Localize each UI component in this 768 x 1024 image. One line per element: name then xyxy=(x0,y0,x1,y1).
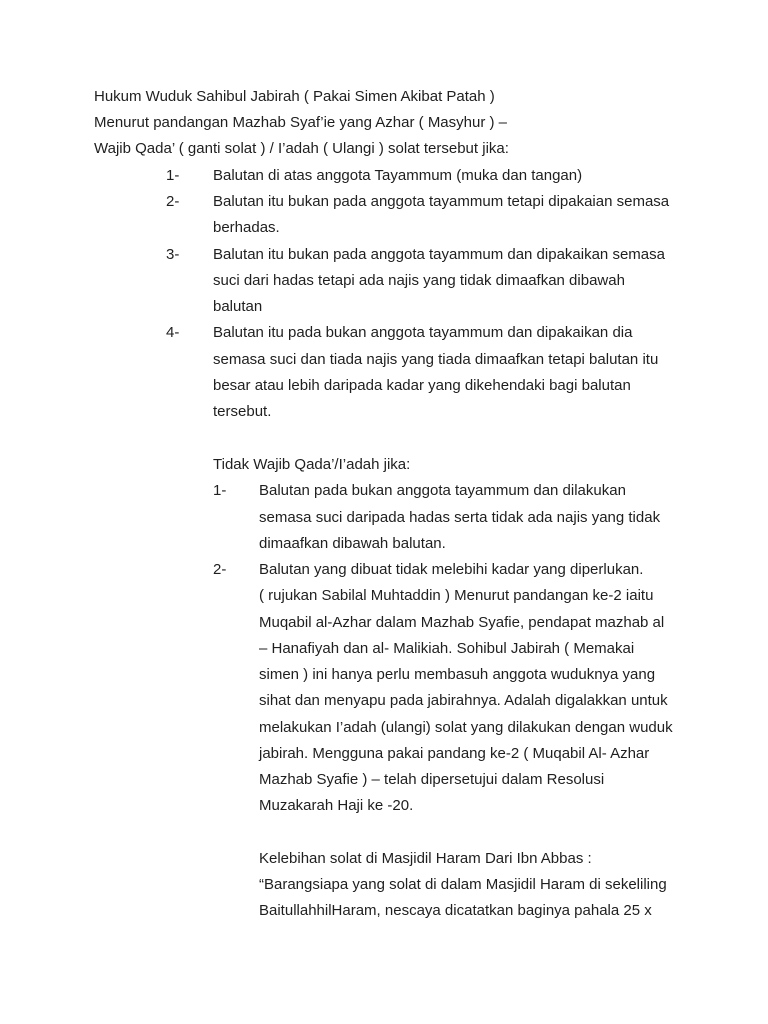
list-item-text: besar atau lebih daripada kadar yang dikehendaki bagi balutan xyxy=(213,377,631,394)
condition-statement: Wajib Qada’ ( ganti solat ) / I’adah ( Ulangi ) solat tersebut jika: xyxy=(94,140,509,157)
list-item-text: Balutan itu bukan pada anggota tayammum tetapi dipakaian semasa xyxy=(213,193,670,210)
document-title: Hukum Wuduk Sahibul Jabirah ( Pakai Simen Akibat Patah ) xyxy=(94,88,495,105)
list-item-text: semasa suci dan tiada najis yang tiada dimaafkan tetapi balutan itu xyxy=(213,351,659,368)
list-item-text: jabirah. Mengguna pakai pandang ke-2 ( Muqabil Al- Azhar xyxy=(259,745,650,762)
list-item-text: tersebut. xyxy=(213,403,272,420)
list-number: 1- xyxy=(166,167,180,184)
list-item-text: Muzakarah Haji ke -20. xyxy=(259,797,414,814)
paragraph-line: Kelebihan solat di Masjidil Haram Dari Ibn Abbas : xyxy=(259,850,592,867)
list-item-text: Balutan itu pada bukan anggota tayammum dan dipakaikan dia xyxy=(213,324,633,341)
list-item-text: Muqabil al-Azhar dalam Mazhab Syafie, pendapat mazhab al xyxy=(259,614,665,631)
list-item-text: Mazhab Syafie ) – telah dipersetujui dalam Resolusi xyxy=(259,771,605,788)
list-number: 2- xyxy=(166,193,180,210)
section-title: Tidak Wajib Qada’/I’adah jika: xyxy=(213,456,411,473)
list-item-text: Balutan pada bukan anggota tayammum dan dilakukan xyxy=(259,482,626,499)
list-item-text: ( rujukan Sabilal Muhtaddin ) Menurut pandangan ke-2 iaitu xyxy=(259,587,654,604)
list-item-text: Balutan di atas anggota Tayammum (muka dan tangan) xyxy=(213,167,583,184)
list-item-text: melakukan I’adah (ulangi) solat yang dilakukan dengan wuduk xyxy=(259,719,673,736)
list-number: 4- xyxy=(166,324,180,341)
list-number: 2- xyxy=(213,561,227,578)
list-item-text: – Hanafiyah dan al- Malikiah. Sohibul Jabirah ( Memakai xyxy=(259,640,635,657)
list-item-text: simen ) ini hanya perlu membasuh anggota wuduknya yang xyxy=(259,666,656,683)
list-item-text: balutan xyxy=(213,298,263,315)
list-item-text: dimaafkan dibawah balutan. xyxy=(259,535,446,552)
list-item-text: semasa suci daripada hadas serta tidak ada najis yang tidak xyxy=(259,509,661,526)
list-item-text: suci dari hadas tetapi ada najis yang tidak dimaafkan dibawah xyxy=(213,272,625,289)
paragraph-line: “Barangsiapa yang solat di dalam Masjidil Haram di sekeliling xyxy=(259,876,667,893)
list-number: 1- xyxy=(213,482,227,499)
list-item-text: Balutan yang dibuat tidak melebihi kadar yang diperlukan. xyxy=(259,561,644,578)
view-statement: Menurut pandangan Mazhab Syaf’ie yang Azhar ( Masyhur ) – xyxy=(94,114,508,131)
paragraph-line: BaitullahhilHaram, nescaya dicatatkan baginya pahala 25 x xyxy=(259,902,652,919)
list-item-text: sihat dan menyapu pada jabirahnya. Adalah digalakkan untuk xyxy=(259,692,668,709)
list-number: 3- xyxy=(166,246,180,263)
list-item-text: berhadas. xyxy=(213,219,280,236)
list-item-text: Balutan itu bukan pada anggota tayammum dan dipakaikan semasa xyxy=(213,246,665,263)
